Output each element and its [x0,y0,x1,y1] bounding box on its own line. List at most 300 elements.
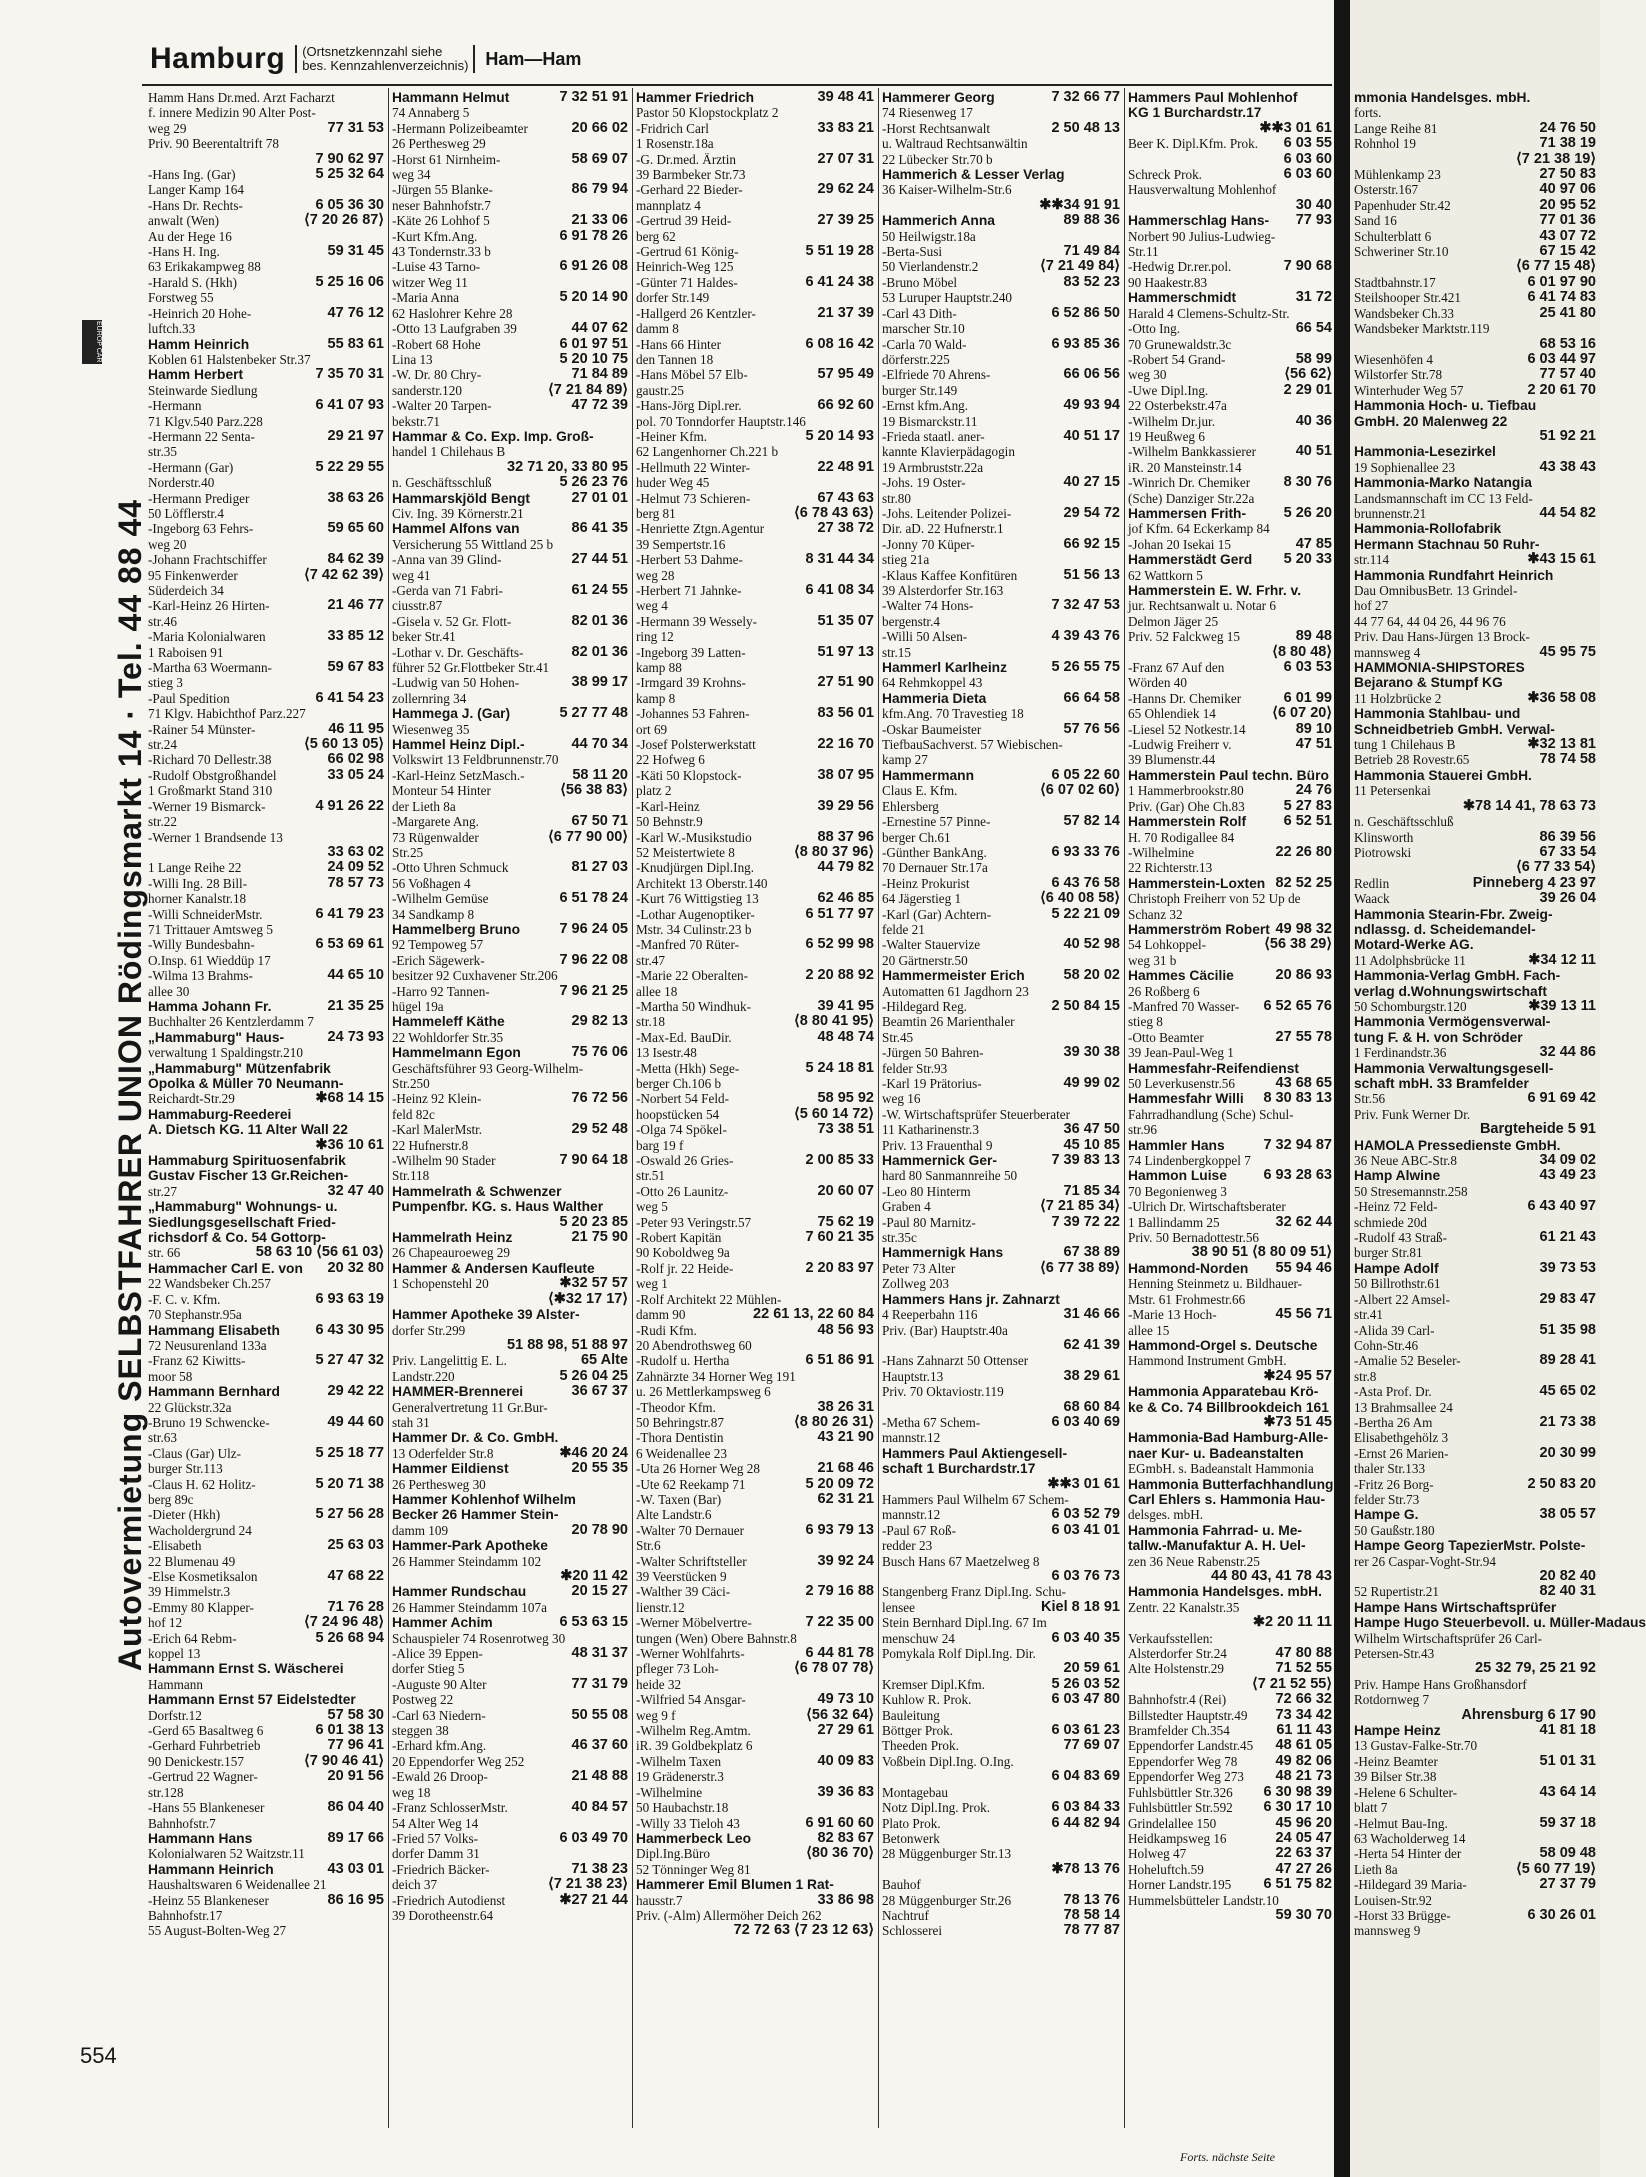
listing-text: -Harald S. (Hkh) [148,274,237,290]
listing-line [1128,244,1332,259]
phone-number: 7 22 35 00 [805,1614,874,1631]
listing-text: Str.250 [392,1076,430,1091]
listing-line [636,1261,874,1276]
listing-line [882,999,1120,1014]
header-note [295,45,475,73]
listing-heading [148,1862,384,1877]
listing-heading [1128,1538,1332,1553]
listing-text: -Willy Bundesbahn- [148,937,255,953]
phone-number: 6 03 76 73 [1051,1568,1120,1584]
listing-line [636,506,874,521]
phone-number: 5 26 68 94 [315,1629,384,1646]
listing-text: EGmbH. s. Badeanstalt Hammonia [1128,1461,1314,1477]
phone-number: Pinneberg 4 23 97 [1472,874,1596,891]
listing-line [882,1893,1120,1908]
listing-line [148,306,384,321]
listing-line [1354,491,1596,506]
listing-line [148,768,384,783]
phone-number: ⟨56 38 29⟩ [1264,936,1332,953]
listing-text: Zentr. 22 Kanalstr.35 [1128,1599,1240,1615]
phone-number: 76 72 56 [571,1090,628,1107]
listing-line [392,475,628,490]
listing-line [882,136,1120,151]
listing-text: Priv. Langelittig E. L. [392,1353,507,1369]
listing-line [882,583,1120,598]
phone-number: 6 41 08 34 [805,582,874,598]
listing-line [882,737,1120,752]
listing-line [636,1862,874,1877]
phone-number: ⟨6 77 90 00⟩ [548,828,628,845]
phone-number: 5 27 47 32 [315,1352,384,1369]
listing-heading [1354,1261,1596,1276]
listing-text: Wilhelm Wirtschaftsprüfer 26 Carl- [1354,1630,1543,1646]
listing-text: weg 34 [392,167,431,183]
listing-heading [1128,1168,1332,1183]
phone-number: 81 27 03 [571,859,628,876]
phone-number: 5 27 83 [1283,797,1332,814]
listing-line [148,1245,384,1260]
phone-number: Kiel 8 18 91 [1041,1598,1120,1615]
listing-text: menschuw 24 [882,1630,955,1646]
phone-number: 21 73 38 [1539,1413,1596,1430]
listing-text: Süderdeich 34 [148,583,224,598]
listing-text: Hammerl Karlheinz [882,660,1007,676]
listing-line [636,660,874,675]
phone-number: 20 91 56 [327,1768,384,1785]
listing-line [636,799,874,814]
listing-line [1128,1245,1332,1260]
listing-text: Hammes Cäcilie [1128,968,1234,984]
header-note-line1: (Ortsnetzkennzahl siehe [302,44,443,59]
listing-text: naer Kur- u. Badeanstalten [1128,1445,1304,1461]
listing-text: huder Weg 45 [636,475,710,491]
listing-text: pfleger 73 Loh- [636,1661,719,1677]
listing-line [1354,167,1596,182]
listing-text: -Luise 43 Tarno- [392,259,481,275]
listing-heading [1128,1523,1332,1538]
listing-text: Landsmannschaft im CC 13 Feld- [1354,490,1533,506]
listing-line [636,1600,874,1615]
listing-line [1354,506,1596,521]
listing-line [392,1831,628,1846]
phone-number: 21 33 06 [571,212,628,229]
listing-line [636,398,874,413]
phone-number: 24 76 50 [1539,119,1596,136]
listing-line [392,552,628,567]
phone-number: 22 48 91 [817,458,874,475]
listing-heading [1128,552,1332,567]
listing-text: str.114 [1354,552,1390,568]
listing-line [636,1708,874,1723]
phone-number: 82 40 31 [1539,1583,1596,1600]
listing-line [392,1215,628,1230]
listing-line [882,1507,1120,1522]
listing-line [882,675,1120,690]
phone-number: 5 26 03 52 [1051,1675,1120,1692]
listing-text: -Kurt Kfm.Ang. [392,228,478,244]
listing-line [392,121,628,136]
listing-line [882,121,1120,136]
page-header [150,36,581,82]
listing-line [148,568,384,583]
listing-line [1354,321,1596,336]
listing-line [1354,1276,1596,1291]
listing-line [1128,259,1332,274]
listing-line [1128,1908,1332,1923]
listing-line [882,1307,1120,1322]
listing-line [882,1338,1120,1353]
listing-text: -Käte 26 Lohhof 5 [392,213,490,229]
phone-number: 6 44 82 94 [1051,1814,1120,1831]
listing-line [636,1415,874,1430]
listing-line [1128,675,1332,690]
listing-line [1128,860,1332,875]
listing-text: Hammers Paul Mohlenhof [1128,90,1298,105]
listing-line [1354,460,1596,475]
listing-line [148,1477,384,1492]
listing-line [1354,953,1596,968]
phone-number: 6 30 98 39 [1263,1783,1332,1800]
listing-text: marscher Str.10 [882,321,965,337]
listing-line [392,999,628,1014]
listing-text: -Carl 63 Niedern- [392,1707,486,1723]
listing-line [392,321,628,336]
listing-text: felder Str.93 [882,1060,948,1076]
listing-text: str.80 [882,490,911,506]
listing-line [882,1908,1120,1923]
listing-line [636,1554,874,1569]
listing-text: -Leo 80 Hinterm [882,1183,971,1199]
listing-text: kamp 8 [636,690,676,706]
listing-text: str.15 [882,644,911,660]
listing-heading [148,1168,384,1183]
phone-number: 27 39 25 [817,212,874,229]
listing-line [882,799,1120,814]
listing-text: -Fried 57 Volks- [392,1830,478,1846]
phone-number: 49 99 02 [1063,1075,1120,1091]
listing-text: -Franz 67 Auf den [1128,660,1225,676]
phone-number: 20 30 99 [1539,1444,1596,1461]
listing-text: Priv. (-Alm) Allermöher Deich 262 [636,1907,822,1923]
listing-text: Hummelsbütteler Landstr.10 [1128,1892,1279,1908]
phone-number: ⟨7 21 84 89⟩ [548,381,628,398]
listing-line [148,876,384,891]
listing-text: allee 15 [1128,1322,1170,1338]
listing-line [148,1646,384,1661]
listing-line [148,937,384,952]
phone-number: 6 52 65 76 [1263,997,1332,1014]
listing-line [636,1754,874,1769]
listing-line [882,1199,1120,1214]
listing-text: Norderstr.40 [148,475,215,491]
phone-number: ⟨6 78 07 78⟩ [794,1660,874,1677]
listing-text: -Walter 74 Hons- [882,598,974,614]
listing-line [148,1523,384,1538]
listing-line [882,830,1120,845]
listing-line [392,167,628,182]
listing-line [1128,598,1332,613]
listing-text: Hamm Herbert [148,367,244,383]
listing-line [636,367,874,382]
listing-text: -Carl 43 Dith- [882,305,957,321]
listing-text: damm 8 [636,321,679,337]
listing-text: 55 August-Bolten-Weg 27 [148,1923,287,1939]
listing-line [636,1045,874,1060]
listing-text: Hammer Friedrich [636,90,755,105]
phone-number: 67 43 63 [817,489,874,506]
listing-line [392,1091,628,1106]
listing-text: 1 Schopenstehl 20 [392,1276,489,1292]
listing-text: -Karl-Heinz 26 Hirten- [148,598,270,614]
listing-text: Hammers Paul Aktiengesell- [882,1445,1068,1461]
listing-text: Hammerstein E. W. Frhr. v. [1128,583,1302,598]
listing-line [636,1323,874,1338]
listing-line [1128,706,1332,721]
listing-line [392,198,628,213]
listing-line [636,1400,874,1415]
phone-number: 61 21 43 [1539,1229,1596,1246]
listing-text: Gustav Fischer 13 Gr.Reichen- [148,1168,349,1184]
listing-text: steggen 38 [392,1723,449,1739]
listing-line [1354,1785,1596,1800]
listing-text: -Hildegard Reg. [882,998,967,1014]
listing-text: 95 Finkenwerder [148,567,238,583]
phone-number: 49 82 06 [1275,1752,1332,1769]
phone-number: 6 43 76 58 [1051,874,1120,891]
listing-line [1128,752,1332,767]
listing-text: 90 Denickestr.157 [148,1753,244,1769]
phone-number: 40 52 98 [1063,936,1120,953]
phone-number: 21 48 88 [571,1768,628,1785]
listing-line [882,259,1120,274]
phone-number: 5 20 71 38 [315,1475,384,1492]
listing-heading [882,968,1120,983]
listing-text: 1 Raboisen 91 [148,644,224,660]
listing-text: Hammerer Georg [882,90,995,105]
listing-text: 50 Haubachstr.18 [636,1800,729,1816]
phone-number: 6 91 69 42 [1527,1090,1596,1107]
listing-heading [1354,968,1596,983]
listing-text: -Ludwig van 50 Hohen- [392,675,520,691]
phone-number: 86 39 56 [1539,828,1596,845]
listing-line [882,1400,1120,1415]
listing-text: Sand 16 [1354,213,1397,229]
listing-line [636,1477,874,1492]
phone-number: 7 90 62 97 [315,150,384,167]
phone-number: 73 38 51 [817,1121,874,1138]
listing-line [1354,1215,1596,1230]
listing-text: Str.118 [392,1168,430,1184]
listing-line [148,1292,384,1307]
listing-line [882,152,1120,167]
listing-line [882,953,1120,968]
listing-text: 39 Jean-Paul-Weg 1 [1128,1045,1234,1061]
listing-line [882,444,1120,459]
listing-text: Hampe G. [1354,1507,1419,1523]
phone-number: 71 84 89 [571,366,628,383]
listing-text: -Asta Prof. Dr. [1354,1384,1432,1400]
listing-line [148,167,384,182]
listing-text: n. Geschäftsschluß [392,475,492,491]
listing-text: -Hans H. Ing. [148,244,220,260]
listing-text: Grindelallee 150 [1128,1815,1217,1831]
listing-line [1354,1893,1596,1908]
listing-heading [882,1245,1120,1260]
listing-line [636,414,874,429]
listing-text: 39 Bilser Str.38 [1354,1769,1437,1785]
listing-text: Alte Landstr.6 [636,1507,712,1523]
listing-line [392,1708,628,1723]
listing-line [1128,152,1332,167]
phone-number: 5 24 18 81 [805,1059,874,1076]
listing-text: felder Str.73 [1354,1491,1420,1507]
phone-number: ✱73 51 45 [1263,1413,1332,1430]
listing-text: Dir. aD. 22 Hufnerstr.1 [882,521,1004,537]
listing-text: stieg 8 [1128,1014,1163,1030]
listing-line [392,783,628,798]
listing-line [636,984,874,999]
listing-text: 50 Vierlandenstr.2 [882,259,979,275]
listing-heading [1354,537,1596,552]
listing-line [392,1107,628,1122]
listing-text: str.35c [882,1230,917,1246]
listing-line [1354,429,1596,444]
listing-text: 63 Erikakampweg 88 [148,259,261,275]
listing-text: Hammer Achim [392,1615,493,1631]
listing-line [392,1523,628,1538]
phone-number: 40 97 06 [1539,181,1596,198]
phone-number: 29 42 22 [327,1383,384,1400]
listing-text: -W. Taxen (Bar) [636,1491,722,1507]
listing-heading [1354,1723,1596,1738]
listing-line [1128,1862,1332,1877]
listing-text: Hammonia-Marko Natangia [1354,475,1532,491]
listing-text: damm 109 [392,1522,449,1538]
listing-text: Redlin [1354,875,1390,891]
phone-number: 39 41 95 [817,997,874,1014]
listing-text: 70 Grunewaldstr.3c [1128,336,1232,352]
phone-number: 22 26 80 [1275,843,1332,860]
listing-line [1354,1862,1596,1877]
listing-text: burger Str.149 [882,382,958,398]
listing-text: str.18 [636,1014,665,1030]
listing-line [392,306,628,321]
phone-number: ⟨5 60 77 19⟩ [1516,1860,1596,1877]
directory-column-4 [882,90,1120,2120]
listing-text: -Theodor Kfm. [636,1399,716,1415]
listing-text: Beer K. Dipl.Kfm. Prok. [1128,136,1259,152]
listing-line [636,568,874,583]
listing-line [882,706,1120,721]
listing-heading [882,660,1120,675]
phone-number: 49 44 60 [327,1413,384,1430]
listing-line [636,876,874,891]
listing-heading [392,1430,628,1445]
listing-text: Hammond-Norden [1128,1260,1249,1276]
listing-line [882,1030,1120,1045]
phone-number: 32 44 86 [1539,1044,1596,1061]
listing-line [882,1877,1120,1892]
listing-text: -Ulrich Dr. Wirtschaftsberater [1128,1199,1286,1215]
listing-heading [1128,1584,1332,1599]
listing-line [148,414,384,429]
listing-text: -Heiner Kfm. [636,428,708,444]
listing-text: 54 Alter Weg 14 [392,1815,479,1831]
listing-line [1128,1122,1332,1137]
listing-text: -Herbert 53 Dahme- [636,552,743,568]
listing-text: Kuhlow R. Prok. [882,1692,972,1708]
listing-text: -Liesel 52 Notkestr.14 [1128,721,1246,737]
listing-line [882,1754,1120,1769]
listing-line [1128,1554,1332,1569]
phone-number: 67 38 89 [1063,1244,1120,1261]
listing-text: Hammerstein-Loxten [1128,875,1266,891]
listing-text: 19 Bismarckstr.11 [882,413,978,429]
listing-line [1128,521,1332,536]
listing-text: -Hans Ing. (Gar) [148,167,236,183]
listing-line [1354,1292,1596,1307]
listing-text: Reichardt-Str.29 [148,1091,235,1107]
phone-number: 39 26 04 [1539,890,1596,907]
phone-number: 24 73 93 [327,1028,384,1045]
listing-text: Beamtin 26 Marienthaler [882,1014,1015,1030]
phone-number: 86 04 40 [327,1799,384,1816]
listing-heading [636,1877,874,1892]
listing-line [148,213,384,228]
listing-line [1128,383,1332,398]
listing-line [1354,1708,1596,1723]
listing-line [392,1661,628,1676]
listing-text: Wiesenweg 35 [392,721,470,737]
listing-line [392,275,628,290]
listing-text: Pomykala Rolf Dipl.Ing. Dir. [882,1646,1036,1662]
column-divider [1124,88,1125,2128]
listing-text: GmbH. 20 Malenweg 22 [1354,413,1508,429]
phone-number: ✱68 14 15 [315,1090,384,1107]
listing-text: moor 58 [148,1368,193,1384]
phone-number: 77 96 41 [327,1737,384,1754]
listing-text: -Metta (Hkh) Sege- [636,1060,740,1076]
listing-text: -Else Kosmetiksalon [148,1569,258,1584]
listing-text: Hampe Hans Wirtschaftsprüfer [1354,1599,1557,1615]
listing-line [636,1738,874,1753]
listing-line [148,1507,384,1522]
listing-line [636,706,874,721]
phone-number: ⟨7 21 49 84⟩ [1040,258,1120,275]
listing-text: -Heinz 72 Feld- [1354,1199,1438,1215]
phone-number: 33 86 98 [817,1891,874,1908]
phone-number: 5 22 29 55 [315,458,384,475]
phone-number: ⟨7 42 62 39⟩ [304,566,384,583]
phone-number: 43 03 01 [327,1860,384,1877]
listing-line [882,629,1120,644]
listing-text: -Carla 70 Wald- [882,336,967,352]
listing-text: Hammerer Emil Blumen 1 Rat- [636,1877,834,1893]
listing-line [1128,1307,1332,1322]
listing-text: Osterstr.167 [1354,182,1419,198]
listing-line [882,907,1120,922]
listing-text: Busch Hans 67 Maetzelweg 8 [882,1553,1040,1569]
listing-line [148,229,384,244]
phone-number: 50 55 08 [571,1706,628,1723]
listing-text: -Otto 13 Laufgraben 39 [392,321,517,337]
listing-line [392,752,628,767]
listing-text: Waack [1354,891,1390,907]
phone-number: ⟨7 24 96 48⟩ [304,1614,384,1631]
listing-text: Hammer & Andersen Kaufleute [392,1260,595,1276]
listing-heading [1354,475,1596,490]
listing-text: Eppendorfer Weg 78 [1128,1753,1238,1769]
